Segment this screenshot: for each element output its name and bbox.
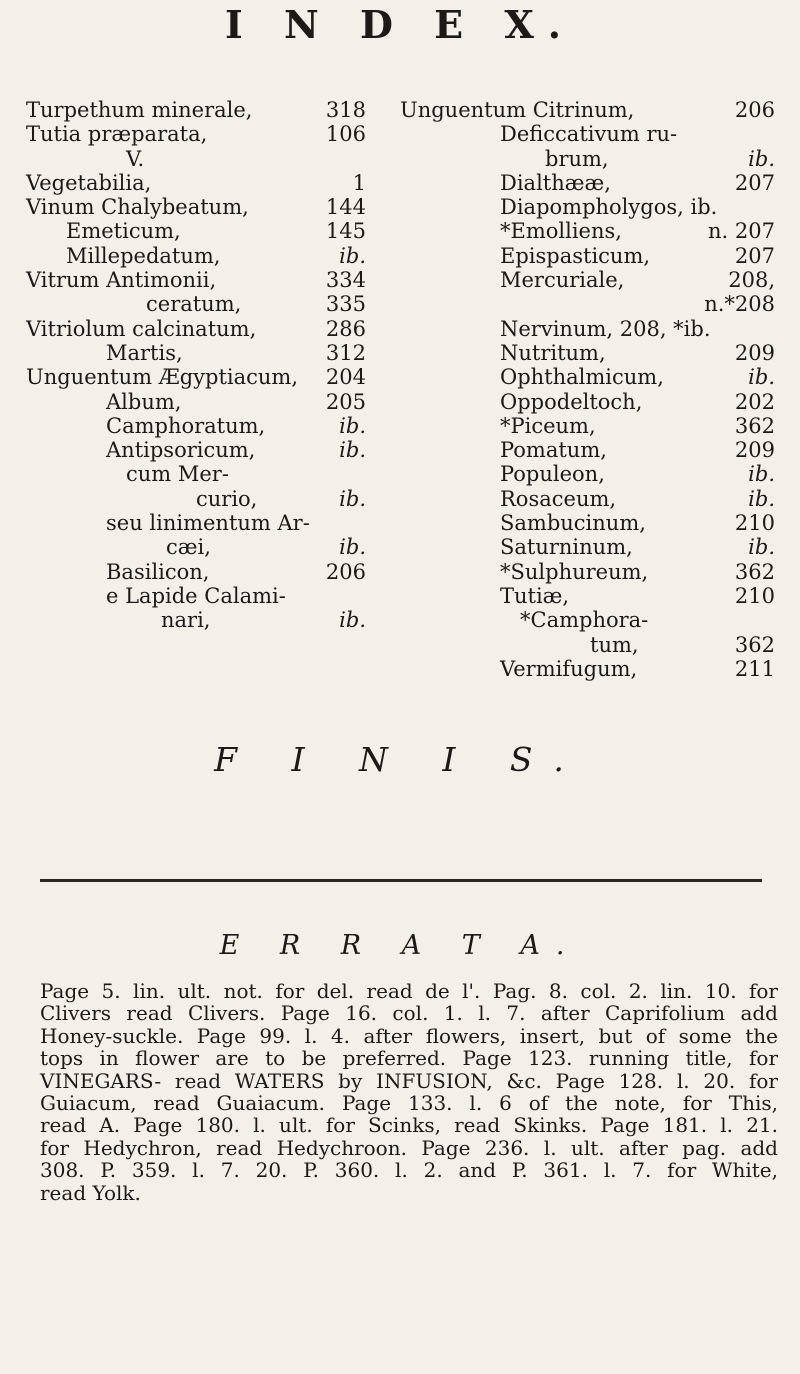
index-entry	[400, 657, 775, 681]
right-index-column	[400, 98, 775, 681]
index-entry	[400, 535, 775, 559]
index-entry-page: ib.	[339, 413, 366, 438]
index-entry	[400, 147, 775, 171]
index-entry-page: ib.	[748, 462, 775, 487]
index-entry	[26, 317, 366, 341]
index-entry-name: Basilicon,	[106, 559, 210, 584]
index-entry-page: 208,	[728, 268, 775, 293]
index-entry-page: 206	[734, 98, 775, 122]
index-entry	[400, 365, 775, 389]
index-entry-name: Tutiæ,	[500, 583, 570, 608]
index-entry	[26, 122, 366, 146]
index-entry-name: Nutritum,	[500, 340, 606, 365]
index-entry-page: 318	[325, 98, 366, 122]
index-entry-page: 362	[734, 413, 775, 438]
errata-line: Page 5. lin. ult. not. for del. read de l'. Pag. 8. col. 2. lin. 10. for	[40, 979, 778, 1003]
index-entry-name: Millepedatum,	[66, 243, 221, 268]
index-entry-page: 205	[325, 389, 366, 414]
index-entry-page: 210	[734, 583, 775, 608]
index-entry-page: 312	[325, 340, 366, 365]
index-entry	[26, 341, 366, 365]
index-entry-name: Unguentum Citrinum,	[400, 98, 635, 122]
index-entry-name: cum Mer-	[126, 462, 229, 487]
index-entry	[26, 438, 366, 462]
index-entry-name: Saturninum,	[500, 535, 633, 560]
index-entry-name: Rosaceum,	[500, 486, 617, 511]
index-entry-name: Pomatum,	[500, 438, 607, 463]
index-entry-page: 202	[734, 389, 775, 414]
index-entry-name: curio,	[196, 486, 258, 511]
index-entry-name: Emeticum,	[66, 219, 181, 244]
index-entry	[26, 535, 366, 559]
index-entry-name: Dialthææ,	[500, 170, 611, 195]
index-entry	[26, 608, 366, 632]
index-entry	[400, 268, 775, 292]
index-entry-page: 145	[325, 219, 366, 244]
index-entry-name: Album,	[106, 389, 182, 414]
index-entry-name: Ophthalmicum,	[500, 365, 664, 390]
index-entry-name: Antipsoricum,	[106, 438, 256, 463]
finis-text: F I N I S.	[214, 740, 586, 779]
errata-line: Honey-suckle. Page 99. l. 4. after flowers, insert, but of some the	[40, 1023, 778, 1048]
index-entry-name: tum,	[590, 632, 639, 657]
index-header: I N D E X.	[224, 2, 576, 47]
index-entry-page: 144	[325, 195, 366, 220]
index-entry-page: n.*208	[704, 292, 775, 317]
index-entry-name: Oppodeltoch,	[500, 389, 643, 414]
index-entry	[26, 98, 366, 122]
index-entry	[26, 511, 366, 535]
index-entry	[26, 462, 366, 486]
index-entry-name: Sambucinum,	[500, 511, 646, 536]
index-entry	[26, 560, 366, 584]
errata-line: read Yolk.	[40, 1180, 141, 1205]
index-entry-page: 209	[734, 340, 775, 365]
index-entry-page: 335	[325, 292, 366, 317]
index-entry-page: ib.	[748, 365, 775, 390]
index-entry	[26, 268, 366, 292]
index-entry	[26, 195, 366, 219]
index-entry-page: ib.	[339, 608, 366, 633]
index-entry	[400, 122, 775, 146]
index-entry	[400, 462, 775, 486]
index-entry	[26, 487, 366, 511]
index-entry-page: 362	[734, 632, 775, 657]
index-entry-name: Vermifugum,	[500, 656, 638, 681]
index-entry	[400, 341, 775, 365]
index-entry-name: Populeon,	[500, 462, 605, 487]
index-entry-name: Turpethum minerale,	[26, 98, 253, 122]
index-entry-page: 1	[352, 170, 366, 195]
index-entry	[26, 390, 366, 414]
index-entry-name: *Piceum,	[500, 413, 596, 438]
errata-line: for Hedychron, read Hedychroon. Page 236. l. ult. after pag. add	[40, 1135, 778, 1160]
index-entry-name: Vitrum Antimonii,	[26, 268, 217, 293]
left-index-column	[26, 98, 366, 633]
index-entry	[400, 584, 775, 608]
index-entry-name: Unguentum Ægyptiacum,	[26, 365, 299, 390]
index-entry-page: 362	[734, 559, 775, 584]
index-entry	[26, 292, 366, 316]
errata-line: tops in flower are to be preferred. Page 123. running title, for	[40, 1046, 778, 1071]
index-entry-name: Camphoratum,	[106, 413, 266, 438]
errata-block	[40, 980, 778, 1204]
index-entry	[400, 487, 775, 511]
index-entry-name: Epispasticum,	[500, 243, 651, 268]
index-entry	[400, 171, 775, 195]
index-entry	[400, 560, 775, 584]
errata-line: 308. P. 359. l. 7. 20. P. 360. l. 2. and P. 361. l. 7. for White,	[40, 1158, 778, 1183]
index-entry	[26, 147, 366, 171]
index-entry-name: cæi,	[166, 535, 211, 560]
index-entry	[400, 633, 775, 657]
errata-line: VINEGARS- read WATERS by INFUSION, &c. Page 128. l. 20. for	[40, 1068, 778, 1093]
index-entry-name: V.	[126, 146, 145, 171]
index-entry	[400, 98, 775, 122]
index-entry-name: Vinum Chalybeatum,	[26, 195, 249, 220]
index-entry-page: 334	[325, 268, 366, 293]
errata-line: Clivers read Clivers. Page 16. col. 1. l. 7. after Caprifolium add	[40, 1001, 778, 1026]
index-entry-name: Vegetabilia,	[26, 170, 152, 195]
index-entry	[26, 365, 366, 389]
divider-rule	[40, 879, 762, 882]
index-entry-page: ib.	[748, 535, 775, 560]
index-entry	[400, 511, 775, 535]
index-entry-name: seu linimentum Ar-	[106, 511, 310, 536]
index-entry	[400, 292, 775, 316]
index-entry	[26, 414, 366, 438]
index-entry-name: Vitriolum calcinatum,	[26, 316, 257, 341]
index-entry-name: brum,	[545, 146, 609, 171]
index-entry	[400, 195, 775, 219]
index-entry	[400, 219, 775, 243]
index-entry-page: 211	[734, 656, 775, 681]
index-entry-page: ib.	[339, 486, 366, 511]
errata-line: read A. Page 180. l. ult. for Scinks, read Skinks. Page 181. l. 21.	[40, 1113, 778, 1138]
index-entry-page: 106	[325, 122, 366, 147]
index-entry	[400, 390, 775, 414]
index-entry-page: 210	[734, 511, 775, 536]
errata-line: Guiacum, read Guaiacum. Page 133. l. 6 of the note, for This,	[40, 1091, 778, 1116]
index-entry-name: e Lapide Calami-	[106, 583, 286, 608]
index-entry-page: 286	[325, 316, 366, 341]
index-entry	[400, 414, 775, 438]
index-entry-page: ib.	[339, 535, 366, 560]
index-entry-name: Nervinum, 208, *ib.	[500, 316, 711, 341]
index-entry-name: Mercuriale,	[500, 268, 625, 293]
index-entry	[26, 219, 366, 243]
index-entry-page: 207	[734, 243, 775, 268]
index-entry-name: *Camphora-	[520, 608, 649, 633]
index-entry-name: Diapompholygos, ib.	[500, 195, 718, 220]
index-entry	[400, 608, 775, 632]
index-entry	[26, 244, 366, 268]
index-entry-name: ceratum,	[146, 292, 242, 317]
index-entry-page: ib.	[748, 146, 775, 171]
index-entry-page: ib.	[339, 243, 366, 268]
errata-title: E R R A T A.	[219, 930, 581, 961]
index-entry-name: *Emolliens,	[500, 219, 622, 244]
index-entry	[400, 317, 775, 341]
index-entry-name: Deficcativum ru-	[500, 122, 678, 147]
index-entry-name: Tutia præparata,	[26, 122, 208, 147]
index-entry	[26, 171, 366, 195]
index-entry-page: 206	[325, 559, 366, 584]
index-entry-page: ib.	[748, 486, 775, 511]
index-entry-page: n. 207	[708, 219, 775, 244]
index-entry	[26, 584, 366, 608]
index-entry	[400, 438, 775, 462]
index-entry-page: 204	[325, 365, 366, 390]
index-entry-name: *Sulphureum,	[500, 559, 649, 584]
index-entry-page: ib.	[339, 438, 366, 463]
index-entry-page: 209	[734, 438, 775, 463]
index-entry-name: Martis,	[106, 340, 183, 365]
index-entry-name: nari,	[161, 608, 211, 633]
index-entry-page: 207	[734, 170, 775, 195]
index-entry	[400, 244, 775, 268]
